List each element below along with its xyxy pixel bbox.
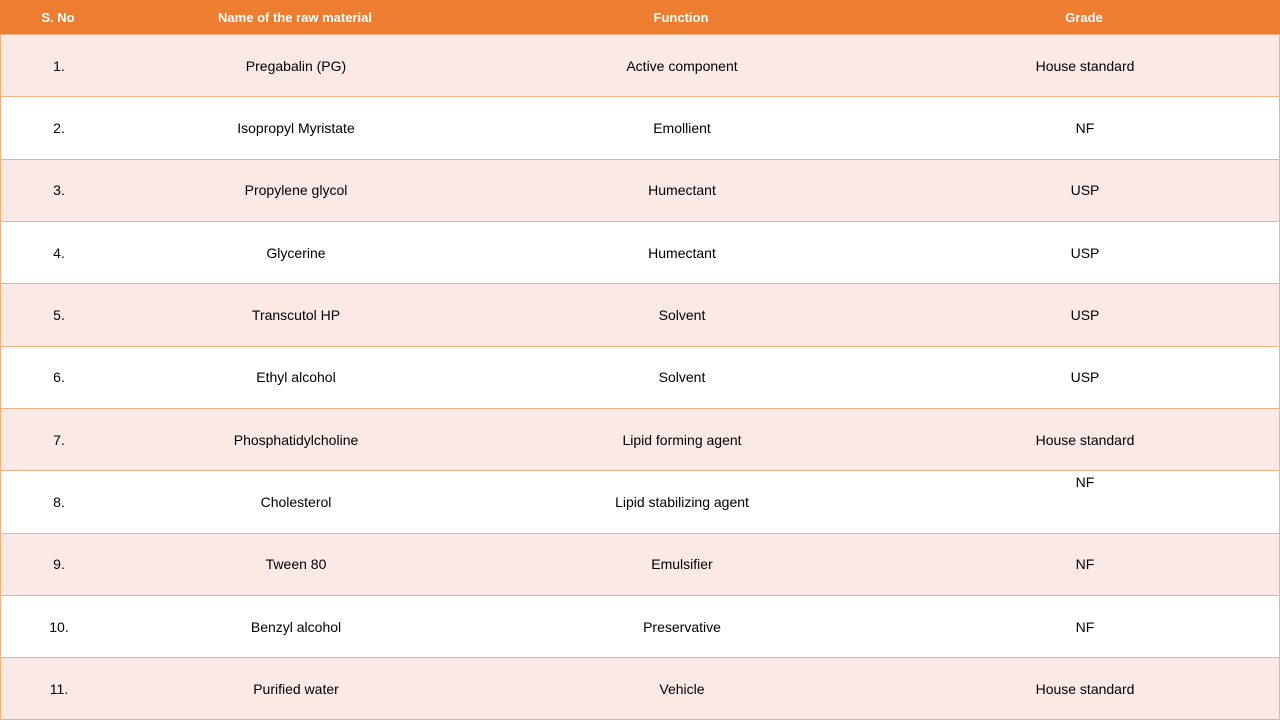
cell-grade: USP [1070, 244, 1100, 261]
cell-function: Preservative [643, 618, 721, 635]
cell-name: Phosphatidylcholine [233, 431, 359, 448]
cell-function: Emulsifier [651, 556, 713, 573]
table-row [0, 34, 1280, 96]
table-row [0, 159, 1280, 221]
cell-sno: 6. [53, 369, 65, 386]
cell-function: Vehicle [659, 680, 705, 697]
cell-name: Tween 80 [265, 556, 327, 573]
table-row [0, 346, 1280, 408]
cell-function: Humectant [648, 244, 716, 261]
cell-grade: USP [1070, 307, 1100, 324]
cell-grade: NF [1075, 618, 1095, 635]
cell-sno: 1. [53, 57, 65, 74]
cell-name: Purified water [253, 680, 339, 697]
table-row [0, 283, 1280, 345]
cell-grade: House standard [1035, 57, 1135, 74]
cell-sno: 3. [53, 182, 65, 199]
cell-grade: USP [1070, 182, 1100, 199]
cell-name: Cholesterol [260, 494, 332, 511]
cell-name: Propylene glycol [244, 182, 348, 199]
cell-sno: 11. [49, 680, 69, 697]
cell-grade: USP [1070, 369, 1100, 386]
cell-sno: 10. [49, 618, 69, 635]
header-function: Function [653, 9, 709, 25]
cell-grade: NF [1075, 120, 1095, 137]
cell-name: Pregabalin (PG) [245, 57, 347, 74]
cell-sno: 8. [53, 494, 65, 511]
cell-sno: 2. [53, 120, 65, 137]
cell-grade: NF [1075, 556, 1095, 573]
cell-grade: House standard [1035, 431, 1135, 448]
cell-function: Solvent [658, 369, 706, 386]
cell-grade: NF [1075, 474, 1095, 491]
cell-function: Emollient [653, 120, 711, 137]
cell-sno: 5. [53, 307, 65, 324]
cell-name: Ethyl alcohol [256, 369, 336, 386]
table-row [0, 470, 1280, 532]
cell-sno: 9. [53, 556, 65, 573]
table-row [0, 96, 1280, 158]
cell-function: Active component [626, 57, 738, 74]
header-sno: S. No [41, 9, 75, 25]
cell-name: Isopropyl Myristate [237, 120, 355, 137]
table-row [0, 408, 1280, 470]
table-header-row [0, 0, 1280, 34]
cell-function: Solvent [658, 307, 706, 324]
cell-sno: 4. [53, 244, 65, 261]
cell-name: Benzyl alcohol [250, 618, 342, 635]
cell-function: Lipid stabilizing agent [615, 494, 749, 511]
table-row [0, 533, 1280, 595]
cell-sno: 7. [53, 431, 65, 448]
cell-function: Humectant [648, 182, 716, 199]
table-row [0, 595, 1280, 657]
cell-function: Lipid forming agent [622, 431, 742, 448]
header-grade: Grade [1065, 9, 1103, 25]
table-row [0, 657, 1280, 719]
cell-name: Transcutol HP [251, 307, 341, 324]
header-name: Name of the raw material [218, 9, 372, 25]
cell-grade: House standard [1035, 680, 1135, 697]
table-row [0, 221, 1280, 283]
cell-name: Glycerine [266, 244, 326, 261]
